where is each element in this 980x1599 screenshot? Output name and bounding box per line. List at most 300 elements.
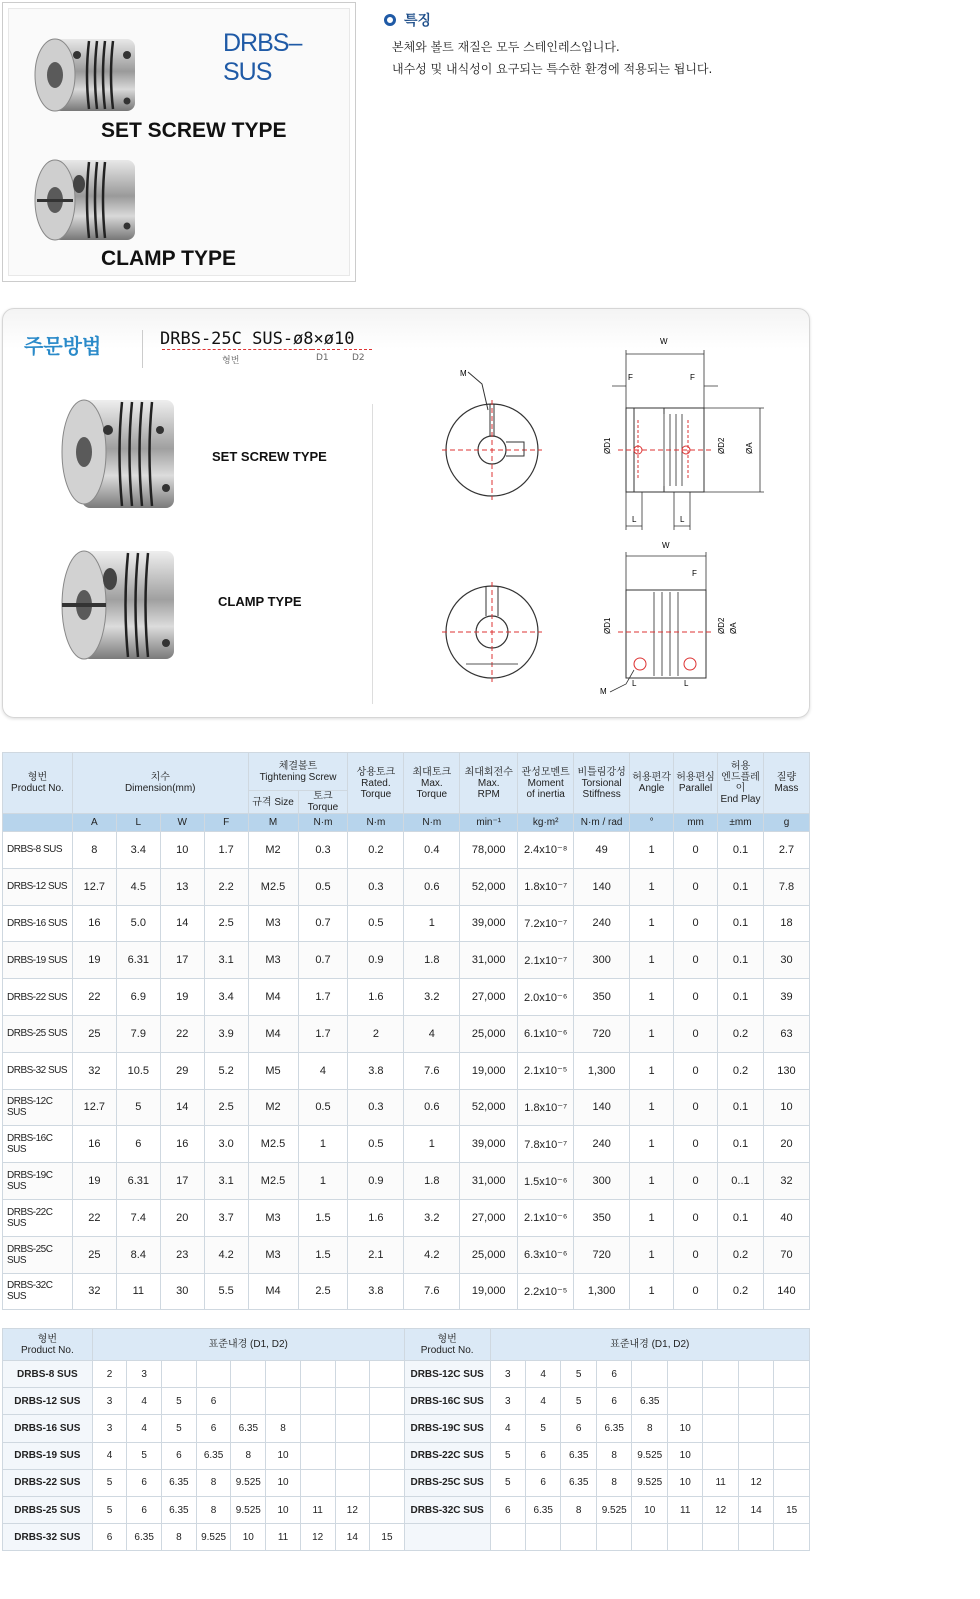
bore-size-cell (632, 1361, 668, 1388)
bore-size-cell: 10 (266, 1442, 301, 1469)
bore-size-cell: 6.35 (525, 1496, 561, 1523)
bore-size-cell (335, 1469, 370, 1496)
spec-cell: 240 (574, 1126, 630, 1163)
spec-cell: 12.7 (72, 1089, 116, 1126)
product-number-cell: DRBS-25C SUS (3, 1236, 73, 1273)
bore-size-cell: 5 (490, 1469, 525, 1496)
bore-size-cell (300, 1469, 335, 1496)
spec-cell: 0.3 (298, 832, 348, 869)
spec-cell: 11 (116, 1273, 160, 1310)
bore-product-cell: DRBS-19C SUS (404, 1415, 490, 1442)
spec-cell: 19,000 (460, 1273, 518, 1310)
bore-size-cell (738, 1442, 773, 1469)
bore-product-cell: DRBS-32 SUS (3, 1524, 93, 1551)
spec-cell: 0.2 (348, 832, 404, 869)
unit-cell: N·m (348, 814, 404, 832)
bore-size-cell (703, 1388, 738, 1415)
th-max-torque: 최대토크 Max. Torque (404, 753, 460, 814)
bore-size-cell (370, 1388, 405, 1415)
table-row (3, 905, 810, 942)
unit-cell: N·m / rad (574, 814, 630, 832)
bore-product-cell: DRBS-25C SUS (404, 1469, 490, 1496)
spec-cell: 16 (72, 1126, 116, 1163)
l-label-left: L (632, 515, 637, 524)
table-row (3, 1052, 810, 1089)
spec-cell: 2.2 (204, 868, 248, 905)
bore-size-cell: 4 (127, 1415, 162, 1442)
spec-cell: 4 (404, 1015, 460, 1052)
a-label-2: ØA (729, 622, 738, 634)
spec-cell: 0.9 (348, 942, 404, 979)
bore-size-cell: 10 (668, 1415, 703, 1442)
th-dimension: 치수 Dimension(mm) (72, 753, 248, 814)
spec-cell: M4 (248, 1273, 298, 1310)
spec-cell: 3.1 (204, 942, 248, 979)
product-number-cell: DRBS-8 SUS (3, 832, 73, 869)
d1-label-2: ØD1 (603, 617, 612, 634)
bore-size-cell (774, 1361, 810, 1388)
spec-cell: 1 (630, 832, 674, 869)
spec-cell: 29 (160, 1052, 204, 1089)
bore-size-cell (774, 1415, 810, 1442)
unit-cell: N·m (404, 814, 460, 832)
f-label-right: F (690, 373, 695, 382)
th-stiffness: 비틀림강성 Torsional Stiffness (574, 753, 630, 814)
bore-size-cell (231, 1361, 266, 1388)
spec-cell: M5 (248, 1052, 298, 1089)
bore-size-cell: 10 (668, 1469, 703, 1496)
spec-cell: 14 (160, 905, 204, 942)
bore-product-cell: DRBS-16 SUS (3, 1415, 93, 1442)
f-label-left: F (628, 373, 633, 382)
spec-cell: 7.4 (116, 1199, 160, 1236)
table-row (3, 832, 810, 869)
bore-size-cell: 11 (703, 1469, 738, 1496)
spec-cell: 4.2 (204, 1236, 248, 1273)
a-label: ØA (745, 442, 754, 454)
spec-cell: 1 (404, 905, 460, 942)
spec-cell: 7.8 (763, 868, 809, 905)
bore-size-cell: 6.35 (127, 1524, 162, 1551)
bullet-ring-icon (384, 14, 396, 26)
spec-cell: 27,000 (460, 979, 518, 1016)
unit-cell: kg·m² (518, 814, 574, 832)
spec-cell: 2.0x10⁻⁶ (518, 979, 574, 1016)
bore-th-product-left: 형번 Product No. (3, 1329, 93, 1361)
bore-size-cell: 10 (668, 1442, 703, 1469)
spec-cell: 0.3 (348, 868, 404, 905)
bore-size-cell (370, 1442, 405, 1469)
spec-cell: 39 (763, 979, 809, 1016)
units-row (3, 814, 810, 832)
spec-cell: 0 (674, 905, 718, 942)
spec-cell: 1.8x10⁻⁷ (518, 1089, 574, 1126)
spec-cell: 6.9 (116, 979, 160, 1016)
order-label-model: 형번 (222, 356, 240, 366)
spec-cell: 31,000 (460, 942, 518, 979)
spec-cell: 1 (298, 1126, 348, 1163)
set-screw-coupling-image (31, 31, 151, 121)
spec-cell: 10 (160, 832, 204, 869)
bore-size-cell: 6.35 (561, 1469, 597, 1496)
features-title (384, 10, 431, 30)
order-clamp-label: CLAMP TYPE (218, 594, 302, 609)
table-row (3, 1236, 810, 1273)
table-row (3, 868, 810, 905)
th-product: 형번 Product No. (3, 753, 73, 814)
bore-size-cell (774, 1469, 810, 1496)
spec-cell: 350 (574, 979, 630, 1016)
table-row (3, 1089, 810, 1126)
bore-size-cell: 5 (561, 1361, 597, 1388)
spec-cell: 1 (630, 1089, 674, 1126)
unit-cell: L (116, 814, 160, 832)
bore-size-cell (300, 1415, 335, 1442)
spec-cell: 1.7 (204, 832, 248, 869)
order-label-d1: D1 (316, 353, 329, 363)
th-moment: 관성모멘트 Moment of inertia (518, 753, 574, 814)
spec-cell: 32 (763, 1163, 809, 1200)
product-number-cell: DRBS-25 SUS (3, 1015, 73, 1052)
clamp-coupling-image (31, 154, 151, 249)
spec-cell: 140 (574, 1089, 630, 1126)
table-row (3, 979, 810, 1016)
spec-cell: 6 (116, 1126, 160, 1163)
d2-label-2: ØD2 (717, 617, 726, 634)
bore-size-cell: 10 (231, 1524, 266, 1551)
spec-cell: 1 (298, 1163, 348, 1200)
spec-cell: M2 (248, 1089, 298, 1126)
table-row (3, 1442, 810, 1469)
features-line-2: 내수성 및 내식성이 요구되는 특수한 환경에 적용되는 됩니다. (392, 62, 713, 76)
spec-cell: 7.9 (116, 1015, 160, 1052)
bore-size-cell: 6 (596, 1361, 632, 1388)
unit-cell: A (72, 814, 116, 832)
spec-cell: 0 (674, 979, 718, 1016)
bore-size-cell: 14 (738, 1496, 773, 1523)
spec-cell: M4 (248, 979, 298, 1016)
spec-cell: 0 (674, 1052, 718, 1089)
bore-size-cell (632, 1524, 668, 1551)
spec-cell: 300 (574, 1163, 630, 1200)
spec-cell: 40 (763, 1199, 809, 1236)
w-label: W (660, 337, 668, 346)
spec-cell: 0.6 (404, 868, 460, 905)
bore-size-cell: 6 (162, 1442, 197, 1469)
bore-product-cell: DRBS-22C SUS (404, 1442, 490, 1469)
spec-cell: 0 (674, 1015, 718, 1052)
spec-cell: 3.7 (204, 1199, 248, 1236)
spec-cell: 1.8 (404, 1163, 460, 1200)
bore-size-cell: 8 (596, 1442, 632, 1469)
bore-size-cell: 3 (92, 1388, 127, 1415)
bore-size-cell: 6 (127, 1469, 162, 1496)
th-screw: 체결볼트 Tightening Screw (248, 753, 348, 791)
spec-cell: 1.8 (404, 942, 460, 979)
bore-size-cell: 15 (370, 1524, 405, 1551)
bore-size-cell: 8 (162, 1524, 197, 1551)
spec-cell: 0.1 (718, 1199, 764, 1236)
spec-cell: 0.5 (298, 868, 348, 905)
bore-size-cell: 6 (525, 1442, 561, 1469)
product-number-cell: DRBS-19 SUS (3, 942, 73, 979)
bore-size-cell: 3 (92, 1415, 127, 1442)
spec-cell: 0 (674, 1236, 718, 1273)
spec-cell: 1.6 (348, 1199, 404, 1236)
th-size: 규격 Size (248, 791, 298, 814)
bore-size-cell (490, 1524, 525, 1551)
spec-cell: 1.5 (298, 1199, 348, 1236)
spec-cell: 0.5 (348, 905, 404, 942)
bore-size-cell: 5 (92, 1469, 127, 1496)
spec-cell: 1,300 (574, 1273, 630, 1310)
spec-cell: 5.0 (116, 905, 160, 942)
features-title-text: 특징 (404, 13, 432, 29)
table-row (3, 1015, 810, 1052)
th-parallel: 허용편심 Parallel (674, 753, 718, 814)
spec-cell: 5 (116, 1089, 160, 1126)
spec-cell: 17 (160, 1163, 204, 1200)
spec-cell: 1.8x10⁻⁷ (518, 868, 574, 905)
spec-cell: 1 (630, 1273, 674, 1310)
bore-size-cell: 4 (490, 1415, 525, 1442)
spec-cell: 7.6 (404, 1273, 460, 1310)
bore-product-cell (404, 1524, 490, 1551)
unit-cell-blank (3, 814, 73, 832)
bore-size-cell: 6.35 (162, 1469, 197, 1496)
spec-cell: 2.1x10⁻⁶ (518, 1199, 574, 1236)
bore-size-cell (738, 1361, 773, 1388)
spec-cell: 10 (763, 1089, 809, 1126)
spec-cell: 0..1 (718, 1163, 764, 1200)
spec-cell: 0.2 (718, 1236, 764, 1273)
table-row (3, 1496, 810, 1523)
order-code: DRBS-25C SUS-ø8×ø10 (160, 329, 355, 349)
bore-size-cell: 3 (127, 1361, 162, 1388)
spec-cell: 23 (160, 1236, 204, 1273)
th-torque: 토크 Torque (298, 791, 348, 814)
spec-cell: 3.9 (204, 1015, 248, 1052)
m-label-2: M (600, 687, 607, 696)
bore-size-cell: 12 (738, 1469, 773, 1496)
bore-size-cell: 4 (92, 1442, 127, 1469)
spec-cell: 1.7 (298, 979, 348, 1016)
order-label-d2: D2 (352, 353, 365, 363)
spec-cell: 6.31 (116, 1163, 160, 1200)
spec-cell: 1 (630, 1052, 674, 1089)
table-row (3, 942, 810, 979)
bore-size-cell: 6.35 (596, 1415, 632, 1442)
spec-cell: 27,000 (460, 1199, 518, 1236)
spec-cell: 0 (674, 1089, 718, 1126)
bore-size-cell: 4 (525, 1388, 561, 1415)
bore-size-cell: 6.35 (632, 1388, 668, 1415)
bore-size-cell (738, 1524, 773, 1551)
bore-th-bore-right: 표준내경 (D1, D2) (490, 1329, 809, 1361)
bore-size-cell: 11 (668, 1496, 703, 1523)
spec-cell: 7.6 (404, 1052, 460, 1089)
spec-cell: 19 (72, 1163, 116, 1200)
bore-size-cell (738, 1388, 773, 1415)
bore-size-cell (525, 1524, 561, 1551)
bore-size-cell (231, 1388, 266, 1415)
product-number-cell: DRBS-19C SUS (3, 1163, 73, 1200)
spec-cell: 0.3 (348, 1089, 404, 1126)
spec-cell: 30 (763, 942, 809, 979)
bore-size-cell (335, 1415, 370, 1442)
d2-underline (344, 349, 372, 350)
bore-size-cell: 6.35 (561, 1442, 597, 1469)
bore-size-cell (774, 1524, 810, 1551)
spec-cell: M2.5 (248, 1126, 298, 1163)
bore-size-cell (300, 1442, 335, 1469)
table-row (3, 1415, 810, 1442)
bore-size-cell: 9.525 (596, 1496, 632, 1523)
bore-product-cell: DRBS-16C SUS (404, 1388, 490, 1415)
bore-size-cell: 5 (127, 1442, 162, 1469)
spec-cell: 0.6 (404, 1089, 460, 1126)
clamp-label: CLAMP TYPE (101, 247, 236, 270)
bore-size-cell: 5 (561, 1388, 597, 1415)
bore-size-cell: 12 (300, 1524, 335, 1551)
spec-cell: 52,000 (460, 868, 518, 905)
bore-size-cell: 10 (266, 1469, 301, 1496)
spec-cell: 14 (160, 1089, 204, 1126)
spec-cell: 0.5 (298, 1089, 348, 1126)
spec-cell: 0 (674, 832, 718, 869)
spec-cell: 12.7 (72, 868, 116, 905)
bore-size-cell: 6 (490, 1496, 525, 1523)
spec-cell: 2 (348, 1015, 404, 1052)
spec-cell: M3 (248, 942, 298, 979)
bore-product-cell: DRBS-25 SUS (3, 1496, 93, 1523)
spec-cell: 39,000 (460, 1126, 518, 1163)
bore-size-cell: 8 (596, 1469, 632, 1496)
spec-cell: 3.2 (404, 1199, 460, 1236)
spec-cell: 1 (630, 1163, 674, 1200)
bore-size-cell: 9.525 (632, 1442, 668, 1469)
spec-cell: M2.5 (248, 1163, 298, 1200)
spec-cell: 0.1 (718, 832, 764, 869)
unit-cell: ±mm (718, 814, 764, 832)
table-row (3, 1524, 810, 1551)
bore-table (2, 1328, 810, 1551)
spec-cell: 1 (630, 1199, 674, 1236)
bore-size-cell (703, 1361, 738, 1388)
spec-cell: 2.1x10⁻⁵ (518, 1052, 574, 1089)
bore-size-cell (335, 1361, 370, 1388)
bore-size-cell (370, 1415, 405, 1442)
product-number-cell: DRBS-32C SUS (3, 1273, 73, 1310)
spec-cell: 0.1 (718, 1089, 764, 1126)
table-row (3, 1126, 810, 1163)
spec-cell: 25 (72, 1015, 116, 1052)
unit-cell: ° (630, 814, 674, 832)
spec-cell: 20 (763, 1126, 809, 1163)
w-label-2: W (662, 541, 670, 550)
spec-cell: 2.1x10⁻⁷ (518, 942, 574, 979)
d2-label: ØD2 (717, 437, 726, 454)
spec-cell: 2.1 (348, 1236, 404, 1273)
order-set-screw-image (58, 392, 188, 512)
spec-cell: 19 (160, 979, 204, 1016)
unit-cell: F (204, 814, 248, 832)
bore-size-cell: 5 (525, 1415, 561, 1442)
spec-cell: 1 (630, 942, 674, 979)
product-number-cell: DRBS-32 SUS (3, 1052, 73, 1089)
bore-size-cell: 9.525 (231, 1496, 266, 1523)
d1-label: ØD1 (603, 437, 612, 454)
bore-size-cell (668, 1524, 703, 1551)
spec-cell: M2 (248, 832, 298, 869)
bore-size-cell: 6.35 (231, 1415, 266, 1442)
bore-size-cell: 8 (196, 1496, 231, 1523)
th-rpm: 최대회전수 Max. RPM (460, 753, 518, 814)
bore-size-cell: 3 (490, 1388, 525, 1415)
spec-cell: 0.1 (718, 942, 764, 979)
spec-cell: 2.2x10⁻⁵ (518, 1273, 574, 1310)
spec-cell: 1.5x10⁻⁶ (518, 1163, 574, 1200)
bore-size-cell: 8 (266, 1415, 301, 1442)
spec-cell: 7.8x10⁻⁷ (518, 1126, 574, 1163)
spec-cell: 2.7 (763, 832, 809, 869)
product-number-cell: DRBS-16C SUS (3, 1126, 73, 1163)
spec-cell: 39,000 (460, 905, 518, 942)
spec-cell: 22 (72, 979, 116, 1016)
bore-product-cell: DRBS-32C SUS (404, 1496, 490, 1523)
spec-cell: 1 (630, 905, 674, 942)
spec-cell: 240 (574, 905, 630, 942)
spec-cell: 1.7 (298, 1015, 348, 1052)
spec-cell: 0.7 (298, 905, 348, 942)
bore-size-cell: 6 (525, 1469, 561, 1496)
bore-size-cell: 10 (632, 1496, 668, 1523)
spec-cell: 350 (574, 1199, 630, 1236)
spec-cell: 2.5 (204, 905, 248, 942)
bore-product-cell: DRBS-12C SUS (404, 1361, 490, 1388)
bore-size-cell: 6.35 (196, 1442, 231, 1469)
bore-product-cell: DRBS-12 SUS (3, 1388, 93, 1415)
bore-size-cell (774, 1388, 810, 1415)
bore-th-product-right: 형번 Product No. (404, 1329, 490, 1361)
bore-size-cell: 5 (162, 1415, 197, 1442)
spec-cell: 1 (630, 1236, 674, 1273)
order-title-divider (142, 330, 143, 368)
spec-cell: 19 (72, 942, 116, 979)
spec-cell: 6.3x10⁻⁶ (518, 1236, 574, 1273)
spec-cell: 25,000 (460, 1236, 518, 1273)
spec-cell: 1 (630, 1015, 674, 1052)
product-number-cell: DRBS-22 SUS (3, 979, 73, 1016)
spec-cell: 63 (763, 1015, 809, 1052)
bore-th-bore-left: 표준내경 (D1, D2) (92, 1329, 404, 1361)
spec-cell: M3 (248, 1199, 298, 1236)
spec-cell: 0 (674, 1199, 718, 1236)
spec-cell: 1 (630, 868, 674, 905)
th-rated: 상용토크 Rated. Torque (348, 753, 404, 814)
spec-cell: 16 (72, 905, 116, 942)
bore-size-cell (335, 1442, 370, 1469)
product-number-cell: DRBS-12C SUS (3, 1089, 73, 1126)
bore-product-cell: DRBS-22 SUS (3, 1469, 93, 1496)
spec-cell: 1 (630, 979, 674, 1016)
spec-cell: 4 (298, 1052, 348, 1089)
bore-size-cell (703, 1524, 738, 1551)
bore-size-cell: 6 (561, 1415, 597, 1442)
spec-cell: 5.5 (204, 1273, 248, 1310)
spec-cell: 7.2x10⁻⁷ (518, 905, 574, 942)
unit-cell: min⁻¹ (460, 814, 518, 832)
